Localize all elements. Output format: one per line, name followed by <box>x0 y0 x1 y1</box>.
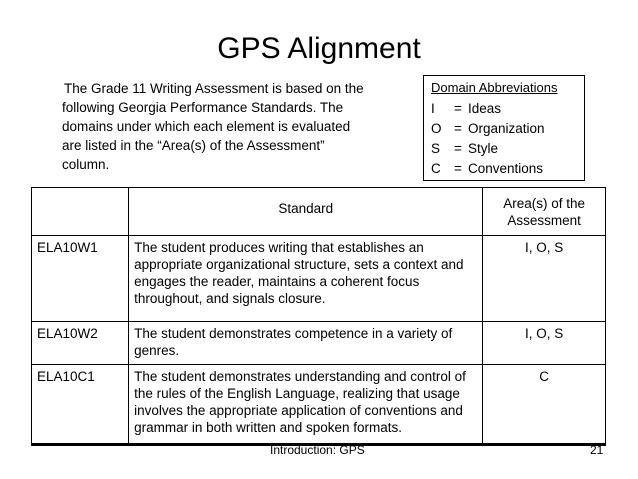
standard-code: ELA10C1 <box>32 365 129 445</box>
table-header-row <box>32 188 606 236</box>
assessment-areas: I, O, S <box>483 322 606 365</box>
legend-name: Ideas <box>468 101 502 116</box>
page-title: GPS Alignment <box>217 32 421 65</box>
intro-line: domains under which each element is evaluated <box>62 119 351 134</box>
standard-code: ELA10W1 <box>32 236 129 322</box>
standard-code: ELA10W2 <box>32 322 129 365</box>
standard-text: The student demonstrates competence in a variety of genres. <box>129 322 483 365</box>
legend-code: S <box>431 141 441 156</box>
legend-item <box>431 119 584 139</box>
intro-line: following Georgia Performance Standards. The <box>62 100 344 115</box>
standard-text: The student demonstrates understanding and control of the rules of the English Language, realizing that usage involves the appropriate application of conventions and grammar in both written and spoken formats. <box>129 365 483 445</box>
footer-label: Introduction: GPS <box>270 443 365 457</box>
legend-code: I <box>431 101 435 116</box>
header-code <box>32 188 129 236</box>
intro-paragraph <box>62 79 392 174</box>
legend-equals: = <box>454 161 462 176</box>
legend-heading: Domain Abbreviations <box>431 80 558 95</box>
standard-text: The student produces writing that establishes an appropriate organizational structure, sets a context and engages the reader, maintains a coherent focus throughout, and signals closure. <box>129 236 483 322</box>
standards-table <box>31 187 606 446</box>
legend-name: Organization <box>468 121 545 136</box>
table-row <box>32 236 606 322</box>
legend-name: Style <box>468 141 499 156</box>
table-row <box>32 365 606 445</box>
assessment-areas: C <box>483 365 606 445</box>
legend-equals: = <box>454 141 462 156</box>
header-area: Area(s) of the Assessment <box>483 188 606 236</box>
legend-item <box>431 159 584 179</box>
legend-code: C <box>431 161 441 176</box>
table-row <box>32 322 606 365</box>
legend-name: Conventions <box>468 161 544 176</box>
assessment-areas: I, O, S <box>483 236 606 322</box>
legend-equals: = <box>454 101 462 116</box>
page-number: 21 <box>590 443 604 457</box>
intro-line: are listed in the “Area(s) of the Assessment” <box>62 138 325 153</box>
intro-line: The Grade 11 Writing Assessment is based on the <box>64 81 364 96</box>
header-standard: Standard <box>129 188 483 236</box>
legend-code: O <box>431 121 442 136</box>
legend-equals: = <box>454 121 462 136</box>
intro-line: column. <box>62 157 110 172</box>
legend-item <box>431 99 584 119</box>
domain-abbreviations-box <box>423 75 585 181</box>
legend-item <box>431 139 584 159</box>
